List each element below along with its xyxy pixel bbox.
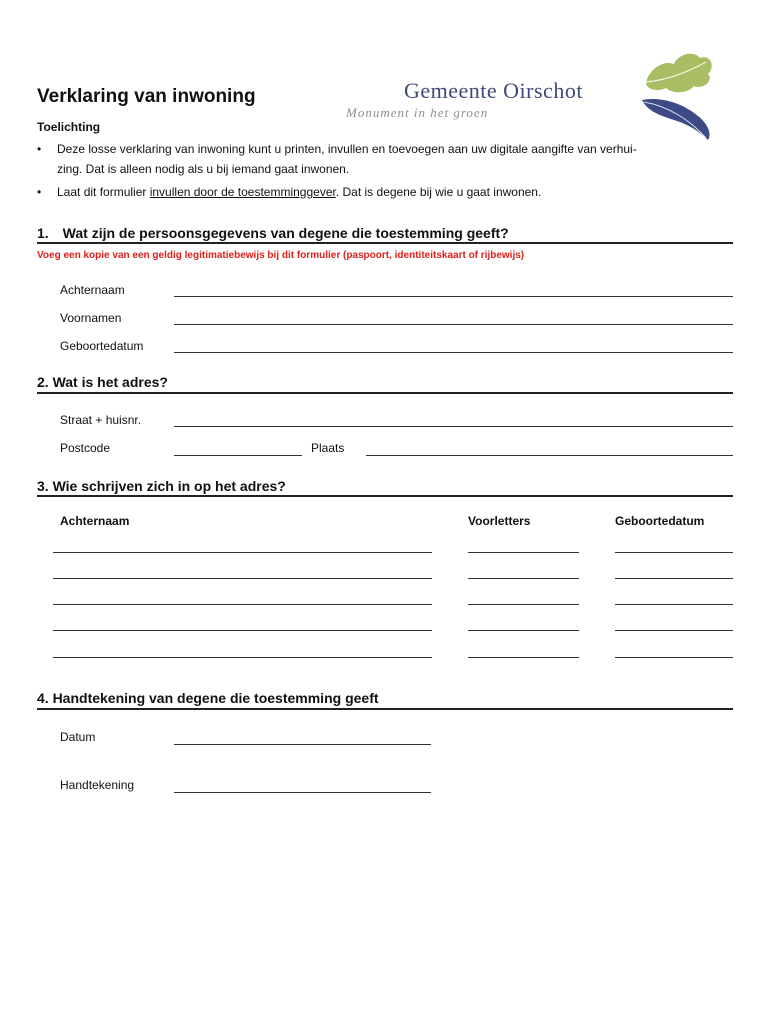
- section-2-title: 2. Wat is het adres?: [37, 374, 168, 390]
- document-title: Verklaring van inwoning: [37, 86, 256, 107]
- section-1-title: 1. Wat zijn de persoonsgegevens van degene die toestemming geeft?: [37, 225, 509, 241]
- section-3-divider: [37, 495, 733, 497]
- oak-leaf-icon: [638, 50, 718, 142]
- intro-bullet-2-underlined: invullen door de toestemminggever: [149, 185, 336, 199]
- resident-3-voorletters-field[interactable]: [468, 604, 579, 605]
- achternaam-label: Achternaam: [60, 283, 125, 297]
- intro-bullet-1: [37, 139, 697, 179]
- bullet-icon: •: [37, 142, 42, 156]
- column-achternaam: Achternaam: [60, 514, 130, 528]
- section-3-title: 3. Wie schrijven zich in op het adres?: [37, 478, 286, 494]
- logo-name: Gemeente Oirschot: [404, 78, 583, 103]
- achternaam-field[interactable]: [174, 296, 733, 297]
- straat-field[interactable]: [174, 426, 733, 427]
- resident-5-geboortedatum-field[interactable]: [615, 657, 733, 658]
- column-voorletters: Voorletters: [468, 514, 531, 528]
- intro-bullet-1-line-2: zing. Dat is alleen nodig als u bij iemand gaat inwonen.: [57, 162, 350, 176]
- straat-label: Straat + huisnr.: [60, 413, 142, 427]
- legitimation-warning: Voeg een kopie van een geldig legitimatiebewijs bij dit formulier (paspoort, identiteitskaart of rijbewijs): [37, 250, 525, 261]
- intro-bullet-2-pre: Laat dit formulier: [57, 185, 150, 199]
- resident-3-achternaam-field[interactable]: [53, 604, 432, 605]
- resident-2-achternaam-field[interactable]: [53, 578, 432, 579]
- resident-3-geboortedatum-field[interactable]: [615, 604, 733, 605]
- municipality-logo: [346, 50, 726, 145]
- resident-5-voorletters-field[interactable]: [468, 657, 579, 658]
- resident-1-achternaam-field[interactable]: [53, 552, 432, 553]
- voornamen-label: Voornamen: [60, 311, 122, 325]
- resident-4-voorletters-field[interactable]: [468, 630, 579, 631]
- section-4-divider: [37, 708, 733, 710]
- resident-4-geboortedatum-field[interactable]: [615, 630, 733, 631]
- handtekening-label: Handtekening: [60, 778, 135, 792]
- voornamen-field[interactable]: [174, 324, 733, 325]
- intro-bullet-1-line-1: Deze losse verklaring van inwoning kunt u printen, invullen en toevoegen aan uw digitale aangifte van verhui-: [57, 142, 637, 156]
- geboortedatum-label: Geboortedatum: [60, 339, 144, 353]
- resident-5-achternaam-field[interactable]: [53, 657, 432, 658]
- resident-4-achternaam-field[interactable]: [53, 630, 432, 631]
- plaats-field[interactable]: [366, 455, 733, 456]
- bullet-icon: •: [37, 185, 42, 199]
- resident-1-geboortedatum-field[interactable]: [615, 552, 733, 553]
- plaats-label: Plaats: [311, 441, 345, 455]
- resident-2-voorletters-field[interactable]: [468, 578, 579, 579]
- section-1-divider: [37, 242, 733, 244]
- postcode-label: Postcode: [60, 441, 111, 455]
- section-2-divider: [37, 392, 733, 394]
- intro-bullet-2: [37, 182, 697, 202]
- geboortedatum-field[interactable]: [174, 352, 733, 353]
- intro-bullet-2-post: . Dat is degene bij wie u gaat inwonen.: [335, 185, 542, 199]
- intro-heading: Toelichting: [37, 120, 101, 134]
- postcode-field[interactable]: [174, 455, 302, 456]
- section-4-title: 4. Handtekening van degene die toestemming geeft: [37, 690, 379, 706]
- column-geboortedatum: Geboortedatum: [615, 514, 705, 528]
- logo-tagline: Monument in het groen: [346, 105, 489, 120]
- handtekening-field[interactable]: [174, 792, 431, 793]
- datum-label: Datum: [60, 730, 96, 744]
- datum-field[interactable]: [174, 744, 431, 745]
- resident-1-voorletters-field[interactable]: [468, 552, 579, 553]
- resident-2-geboortedatum-field[interactable]: [615, 578, 733, 579]
